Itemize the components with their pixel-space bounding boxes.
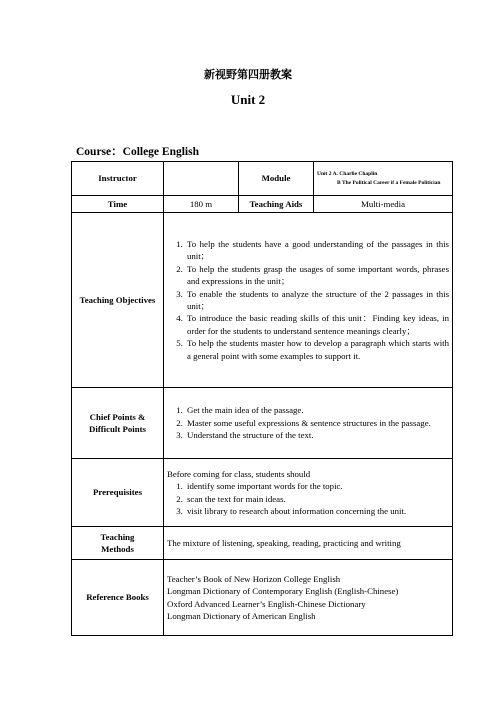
teaching-objectives-label: Teaching Objectives [72, 213, 164, 388]
teaching-methods-value: The mixture of listening, speaking, reading, practicing and writing [164, 527, 453, 560]
objective-item: 5. To help the students master how to develop a paragraph which starts with a general point with some examples to support it. [185, 337, 449, 362]
module-label: Module [239, 162, 314, 196]
chief-points-label-line1: Chief Points & [89, 411, 146, 422]
teaching-objectives-cell [164, 213, 453, 388]
objective-item: 3. To enable the students to analyze the structure of the 2 passages in this unit； [185, 288, 449, 313]
objective-item: 2. To help the students grasp the usages of some important words, phrases and expressions in the unit； [185, 263, 449, 288]
objective-item: 1. To help the students have a good understanding of the passages in this unit； [185, 238, 449, 263]
teaching-aids-value: Multi-media [314, 196, 453, 213]
reference-books-row [72, 560, 453, 636]
teaching-methods-label-line1: Teaching [100, 531, 135, 542]
instructor-row [72, 162, 453, 196]
reference-book: Teacher’s Book of New Horizon College English [167, 573, 341, 584]
prerequisites-intro: Before coming for class, students should [167, 468, 311, 479]
instructor-label: Instructor [72, 162, 164, 196]
prerequisites-list [167, 480, 449, 517]
chief-point-item: 3. Understand the structure of the text. [185, 429, 449, 441]
time-row [72, 196, 453, 213]
prerequisite-item: 3. visit library to research about information concerning the unit. [185, 505, 449, 517]
teaching-methods-label-line2: Methods [101, 544, 134, 554]
objectives-row [72, 213, 453, 388]
prerequisite-item: 2. scan the text for main ideas. [185, 493, 449, 505]
module-line-a: Unit 2 A. Charlie Chaplin [317, 170, 378, 177]
document-title: 新视野第四册教案 [204, 68, 292, 81]
reference-book: Oxford Advanced Learner’s English-Chinese Dictionary [167, 598, 366, 609]
reference-book: Longman Dictionary of American English [167, 610, 316, 621]
prerequisites-label: Prerequisites [72, 459, 164, 527]
objective-item: 4. To introduce the basic reading skills of this unit：Finding key ideas, in order for the students to understand sentence meanings clearly； [185, 312, 449, 337]
prerequisites-cell [164, 459, 453, 527]
chief-points-label [72, 388, 164, 459]
instructor-value [164, 162, 239, 196]
teaching-aids-label: Teaching Aids [239, 196, 314, 213]
reference-book: Longman Dictionary of Contemporary English (English-Chinese) [167, 586, 399, 597]
prerequisites-row [72, 459, 453, 527]
module-line-b: B The Political Career if a Female Politician [337, 179, 441, 186]
chief-points-label-line2: Difficult Points [89, 424, 146, 434]
prerequisite-item: 1. identify some important words for the topic. [185, 480, 449, 492]
reference-books-label: Reference Books [72, 560, 164, 636]
time-label: Time [72, 196, 164, 213]
chief-points-row [72, 388, 453, 459]
time-value: 180 m [164, 196, 239, 213]
chief-points-list [167, 404, 449, 441]
teaching-methods-label [72, 527, 164, 560]
module-value [314, 162, 453, 196]
chief-point-item: 2. Master some useful expressions & sentence structures in the passage. [185, 417, 449, 429]
teaching-objectives-list [167, 238, 449, 363]
chief-point-item: 1. Get the main idea of the passage. [185, 404, 449, 416]
reference-books-cell [164, 560, 453, 636]
unit-title: Unit 2 [230, 92, 266, 107]
course-label: Course：College English [76, 146, 199, 158]
methods-row [72, 527, 453, 560]
chief-points-cell [164, 388, 453, 459]
lesson-plan-table [71, 161, 453, 636]
